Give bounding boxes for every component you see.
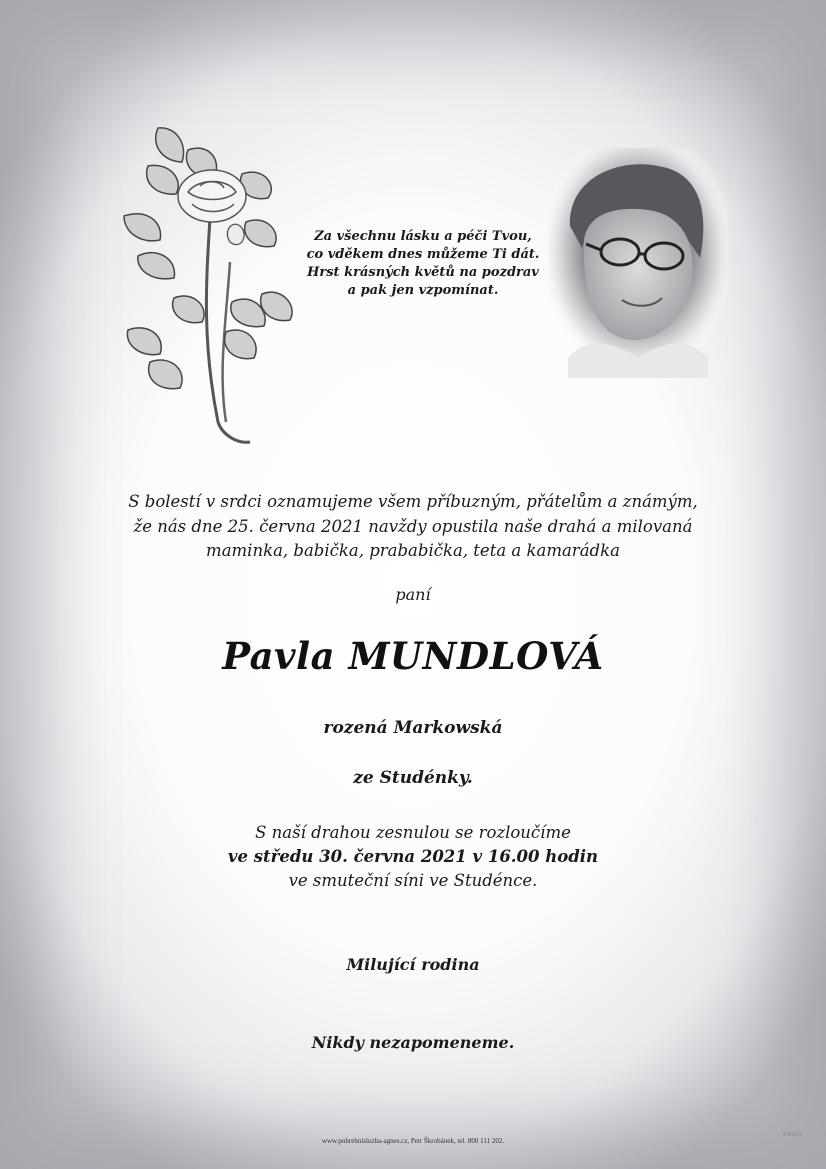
announcement-line: S bolestí v srdci oznamujeme všem příbuzným, přátelům a známým, <box>128 492 698 511</box>
rose-illustration <box>118 122 300 448</box>
poem-line: Hrst krásných květů na pozdrav <box>307 265 539 280</box>
family-signature: Milující rodina <box>346 955 480 974</box>
farewell-date: ve středu 30. června 2021 v 16.00 hodin <box>227 847 599 866</box>
poem-line: a pak jen vzpomínat. <box>347 283 499 298</box>
maiden-name: rozená Markowská <box>323 718 503 738</box>
corner-mark: S MOST <box>782 1132 802 1138</box>
death-announcement <box>0 490 826 564</box>
poem-line: co vděkem dnes můžeme Ti dát. <box>306 247 540 262</box>
announcement-line: že nás dne 25. června 2021 navždy opustila naše drahá a milovaná <box>133 516 693 536</box>
origin-place: ze Studénky. <box>353 768 473 788</box>
closing-line: Nikdy nezapomeneme. <box>311 1033 515 1052</box>
announcement-line: maminka, babička, prababička, teta a kamarádka <box>206 541 620 560</box>
funeral-service-footer: www.pohrebnisluzba-agnes.cz, Petr Škrobánek, tel. 800 111 202. <box>321 1137 505 1145</box>
farewell-line: S naší drahou zesnulou se rozloučíme <box>255 823 571 842</box>
memorial-poem <box>300 228 546 300</box>
portrait-photo <box>548 148 728 378</box>
poem-line: Za všechnu lásku a péči Tvou, <box>314 229 532 244</box>
deceased-name: Pavla MUNDLOVÁ <box>222 634 604 678</box>
farewell-notice <box>0 821 826 893</box>
salutation: paní <box>395 585 431 604</box>
farewell-place: ve smuteční síni ve Studénce. <box>288 871 538 890</box>
